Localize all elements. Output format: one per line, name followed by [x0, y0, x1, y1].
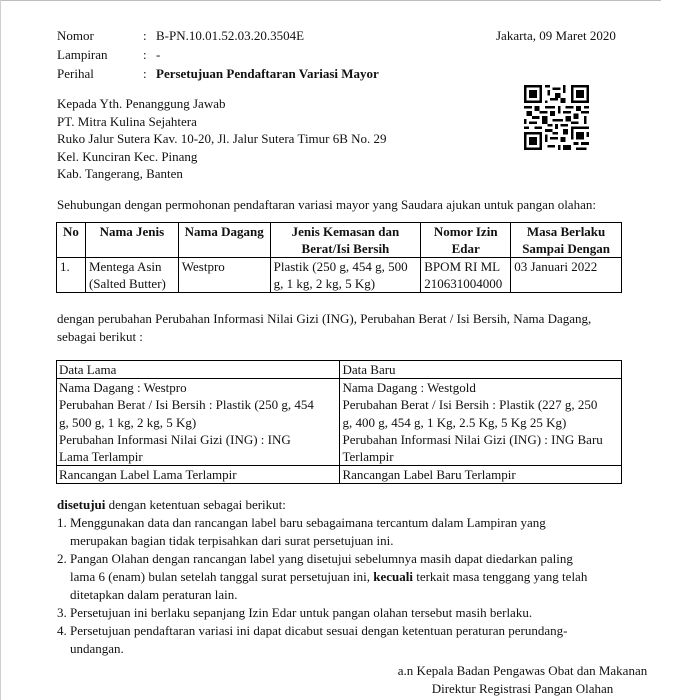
recipient-address: [57, 95, 387, 183]
new-ing-line: Terlampir: [342, 449, 394, 465]
list-item: [57, 622, 627, 658]
perihal-value: Persetujuan Pendaftaran Variasi Mayor: [156, 66, 379, 81]
list-number: 2.: [57, 551, 67, 566]
list-line: Persetujuan pendaftaran variasi ini dapat dicabut sesuai dengan ketentuan peraturan perundang-: [70, 623, 568, 638]
cell-line: BPOM RI ML: [424, 259, 501, 274]
recipient-line: Kab. Tangerang, Banten: [57, 166, 183, 182]
cell-line: (Salted Butter): [88, 276, 166, 291]
header-data-lama: Data Lama: [57, 361, 340, 379]
old-berat-line: Perubahan Berat / Isi Bersih : Plastik (250 g, 454: [59, 397, 314, 413]
kecuali-keyword: kecuali: [373, 569, 413, 584]
product-table: [56, 222, 622, 293]
cell-kemasan: [270, 258, 421, 293]
list-text: [70, 622, 627, 658]
signature-line: Direktur Registrasi Pangan Olahan: [431, 681, 614, 696]
list-item: [57, 550, 627, 604]
qr-code-icon: [524, 85, 589, 150]
nomor-row: [57, 27, 379, 46]
header-masa-line: Masa Berlaku: [526, 224, 606, 239]
signature-line: a.n Kepala Badan Pengawas Obat dan Makanan: [397, 663, 648, 678]
list-text: [70, 550, 627, 604]
list-text: [70, 514, 627, 550]
lampiran-row: [57, 46, 379, 65]
perihal-label: Perihal: [57, 66, 94, 81]
cell-line: Mentega Asin: [88, 259, 162, 274]
old-nama-dagang: Nama Dagang : Westpro: [59, 380, 187, 396]
cell-nama-jenis: [85, 258, 178, 293]
recipient-line: Kel. Kunciran Kec. Pinang: [57, 148, 198, 164]
lampiran-value: -: [156, 47, 161, 62]
old-ing-line: Lama Terlampir: [59, 449, 143, 465]
list-line: undangan.: [70, 641, 124, 656]
list-line: merupakan bagian tidak terpisahkan dari surat persetujuan ini.: [70, 533, 394, 548]
cell-line: g, 1 kg, 2 kg, 5 Kg): [273, 276, 376, 291]
change-line: sebagai berikut :: [57, 329, 143, 344]
table-row: [57, 466, 622, 484]
old-ing-line: Perubahan Informasi Nilai Gizi (ING) : ING: [59, 431, 291, 447]
header-masa-line: Sampai Dengan: [522, 241, 610, 256]
table-row: [57, 379, 622, 466]
lampiran-label: Lampiran: [57, 47, 108, 62]
list-number: 3.: [57, 605, 67, 620]
cell-line: Plastik (250 g, 454 g, 500: [273, 259, 408, 274]
header-kemasan: [270, 223, 421, 258]
list-number: 1.: [57, 515, 67, 530]
old-berat-line: g, 500 g, 1 kg, 2 kg, 5 Kg): [59, 414, 197, 430]
header-kemasan-line: Jenis Kemasan dan: [291, 224, 400, 239]
intro-text: Sehubungan dengan permohonan pendaftaran variasi mayor yang Saudara ajukan untuk pangan olahan:: [57, 197, 596, 212]
approval-line: [57, 496, 286, 514]
list-line: ditetapkan dalam peraturan lain.: [70, 587, 238, 602]
signature-block: [390, 662, 655, 698]
list-item: [57, 514, 627, 550]
conditions-list: [57, 514, 627, 658]
header-kemasan-line: Berat/Isi Bersih: [301, 241, 390, 256]
cell-no: 1.: [57, 258, 86, 293]
page-left-border: [0, 0, 1, 700]
product-table-header-row: [57, 223, 622, 258]
nomor-value: B-PN.10.01.52.03.20.3504E: [156, 28, 305, 43]
new-ing-line: Perubahan Informasi Nilai Gizi (ING) : ING Baru: [342, 431, 603, 447]
header-izin-line: Edar: [451, 241, 480, 256]
lampiran-colon: :: [143, 47, 147, 62]
header-nama-dagang: Nama Dagang: [178, 223, 270, 258]
list-text: Persetujuan ini berlaku sepanjang Izin Edar untuk pangan olahan tersebut masih berlaku.: [70, 605, 533, 620]
new-berat-line: Perubahan Berat / Isi Bersih : Plastik (227 g, 250: [342, 397, 598, 413]
approval-rest: dengan ketentuan sebagai berikut:: [105, 497, 286, 512]
letter-meta: [57, 27, 379, 84]
change-table: [56, 360, 622, 484]
cell-masa: 03 Januari 2022: [511, 258, 622, 293]
header-no: No: [57, 223, 86, 258]
header-izin: [421, 223, 511, 258]
old-data-cell: [57, 379, 340, 466]
perihal-row: [57, 65, 379, 84]
header-data-baru: Data Baru: [340, 361, 622, 379]
cell-line: 210631004000: [424, 276, 503, 291]
change-line: dengan perubahan Perubahan Informasi Nilai Gizi (ING), Perubahan Berat / Isi Bersih, Nama Dagang,: [57, 311, 592, 326]
list-line: Pangan Olahan dengan rancangan label yang disetujui sebelumnya masih dapat diedarkan paling: [70, 551, 573, 566]
change-description: [57, 310, 627, 346]
list-line: lama 6 (enam) bulan setelah tanggal surat persetujuan ini,: [70, 569, 374, 584]
cell-izin: [421, 258, 511, 293]
old-label-cell: Rancangan Label Lama Terlampir: [57, 466, 340, 484]
change-table-header-row: [57, 361, 622, 379]
page-top-border: [0, 0, 661, 1]
list-item: [57, 604, 627, 622]
recipient-line: PT. Mitra Kulina Sejahtera: [57, 113, 197, 129]
approval-keyword: disetujui: [57, 497, 106, 512]
nomor-label: Nomor: [57, 28, 94, 43]
header-masa: [511, 223, 622, 258]
header-izin-line: Nomor Izin: [433, 224, 498, 239]
list-line: Menggunakan data dan rancangan label baru sebagaimana tercantum dalam Lampiran yang: [70, 515, 546, 530]
table-row: [57, 258, 622, 293]
recipient-line: Kepada Yth. Penanggung Jawab: [57, 96, 226, 111]
letter-date: Jakarta, 09 Maret 2020: [496, 28, 616, 43]
perihal-colon: :: [143, 66, 147, 81]
new-label-cell: Rancangan Label Baru Terlampir: [340, 466, 622, 484]
nomor-colon: :: [143, 28, 147, 43]
list-number: 4.: [57, 623, 67, 638]
header-nama-jenis: Nama Jenis: [85, 223, 178, 258]
new-data-cell: [340, 379, 622, 466]
recipient-line: Ruko Jalur Sutera Kav. 10-20, Jl. Jalur Sutera Timur 6B No. 29: [57, 131, 387, 147]
new-nama-dagang: Nama Dagang : Westgold: [342, 380, 476, 396]
cell-nama-dagang: Westpro: [178, 258, 270, 293]
list-line: terkait masa tenggang yang telah: [412, 569, 588, 584]
new-berat-line: g, 400 g, 454 g, 1 Kg, 2.5 Kg, 5 Kg 25 Kg): [342, 414, 567, 430]
